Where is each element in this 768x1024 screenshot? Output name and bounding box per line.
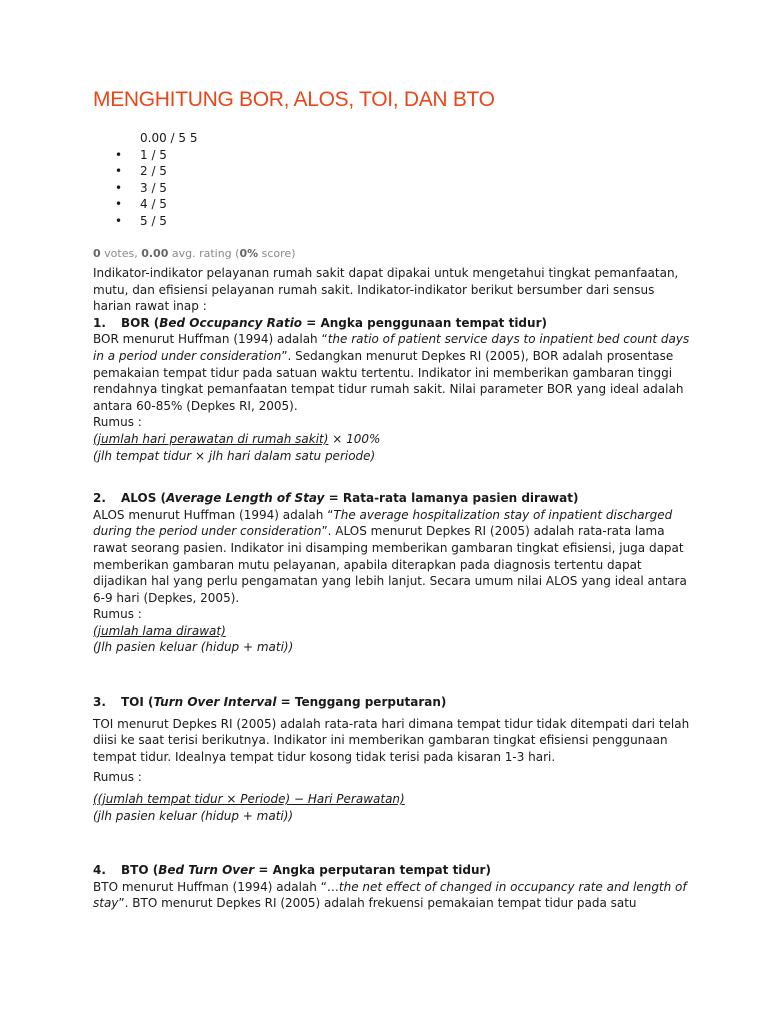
rating-options xyxy=(140,147,197,230)
section-rest: = Angka penggunaan tempat tidur) xyxy=(302,315,547,330)
section-term: Bed Turn Over xyxy=(158,863,255,878)
bor-paragraph xyxy=(93,331,693,414)
alos-formula-numerator xyxy=(93,623,693,640)
bto-text-a: BTO menurut Huffman (1994) adalah “… xyxy=(93,879,339,894)
avg-rating-label: avg. rating ( xyxy=(168,247,240,260)
score-label: score) xyxy=(258,247,296,260)
rating-option-2[interactable]: • 2 / 5 xyxy=(140,163,197,180)
section-abbr: BOR ( xyxy=(121,315,160,330)
bor-text-b: ”. Sedangkan menurut Depkes RI (2005), BOR adalah prosentase pemakaian tempat tidur pada satuan waktu tertentu. Indikator ini memberikan gambaran tinggi rendahnya tingkat pemanfaatan tempat tidur rumah sakit. Nilai parameter BOR yang ideal adalah antara 60-85% (Depkes RI, 2005). xyxy=(93,348,684,413)
alos-numerator: (jumlah lama dirawat) xyxy=(93,623,226,638)
section-term: Average Length of Stay xyxy=(166,491,325,506)
rating-option-3[interactable]: • 3 / 5 xyxy=(140,180,197,197)
bor-text-a: BOR menurut Huffman (1994) adalah “ xyxy=(93,332,328,347)
alos-rumus-label: Rumus : xyxy=(93,607,142,622)
alos-denominator: (Jlh pasien keluar (hidup + mati)) xyxy=(93,640,294,655)
toi-denominator: (jlh pasien keluar (hidup + mati)) xyxy=(93,808,294,823)
toi-rumus-label: Rumus : xyxy=(93,770,142,785)
section-number: 4. xyxy=(93,863,106,878)
rating-option-1[interactable]: • 1 / 5 xyxy=(140,147,197,164)
votes-label: votes, xyxy=(100,247,142,260)
rating-widget xyxy=(140,130,197,229)
bto-paragraph xyxy=(93,879,693,912)
section-rest: = Tenggang perputaran) xyxy=(276,695,447,710)
section-number: 3. xyxy=(93,695,106,710)
section-rest: = Angka perputaran tempat tidur) xyxy=(254,863,491,878)
section-abbr: BTO ( xyxy=(121,863,159,878)
bor-formula-numerator xyxy=(93,431,693,448)
alos-quote: The average hospitalization stay of inpatient discharged during the period under consideration xyxy=(93,507,673,539)
page-title: MENGHITUNG BOR, ALOS, TOI, DAN BTO xyxy=(93,88,495,111)
rating-option-4[interactable]: • 4 / 5 xyxy=(140,196,197,213)
alos-paragraph xyxy=(93,507,693,607)
bor-rumus-label: Rumus : xyxy=(93,415,142,430)
toi-paragraph: TOI menurut Depkes RI (2005) adalah rata-rata hari dimana tempat tidur tidak ditempati dari telah diisi ke saat terisi berikutnya. Indikator ini memberikan gambaran tingkat efisiensi penggunaan tempat tidur. Idealnya tempat tidur kosong tidak terisi pada kisaran 1-3 hari. xyxy=(93,716,690,764)
toi-numerator: ((jumlah tempat tidur × Periode) − Hari Perawatan) xyxy=(93,792,405,807)
bor-quote: the ratio of patient service days to inpatient bed count days in a period under consideration xyxy=(93,332,690,363)
section-term: Bed Occupancy Ratio xyxy=(159,315,303,330)
section-abbr: ALOS ( xyxy=(121,491,167,506)
alos-text-a: ALOS menurut Huffman (1994) adalah “ xyxy=(93,507,334,522)
section-number: 2. xyxy=(93,491,106,506)
alos-formula-denominator xyxy=(93,639,693,656)
rating-summary xyxy=(93,247,296,260)
avg-rating: 0.00 xyxy=(141,247,169,260)
bor-formula-denominator xyxy=(93,448,693,465)
section-heading-bto xyxy=(93,862,693,879)
rating-current: 0.00 / 5 5 xyxy=(140,131,198,145)
section-heading-alos xyxy=(93,490,693,507)
votes-count: 0 xyxy=(93,247,101,260)
bor-numerator: (jumlah hari perawatan di rumah sakit) xyxy=(93,431,329,446)
bto-text-b: ”. BTO menurut Depkes RI (2005) adalah frekuensi pemakaian tempat tidur pada satu xyxy=(118,896,637,911)
section-abbr: TOI ( xyxy=(121,695,154,710)
bor-numerator-suffix: × 100% xyxy=(328,431,381,446)
section-number: 1. xyxy=(93,315,106,330)
article-body xyxy=(93,265,693,912)
toi-formula-denominator xyxy=(93,808,693,825)
toi-formula-numerator xyxy=(93,791,693,808)
section-rest: = Rata-rata lamanya pasien dirawat) xyxy=(324,491,579,506)
bto-quote: the net effect of changed in occupancy rate and length of stay xyxy=(93,879,687,911)
rating-option-5[interactable]: • 5 / 5 xyxy=(140,213,197,230)
alos-text-b: ”. ALOS menurut Depkes RI (2005) adalah rata-rata lama rawat seorang pasien. Indikator ini disamping memberikan gambaran tingkat efisiensi, juga dapat memberikan gambaran mutu pelayanan, apabila diterapkan pada diagnosis tertentu dapat dijadikan hal yang perlu pengamatan yang lebih lanjut. Secara umum nilai ALOS yang ideal antara 6-9 hari (Depkes, 2005). xyxy=(93,524,687,605)
section-heading-toi xyxy=(93,694,693,711)
section-heading-bor xyxy=(93,315,693,332)
intro-paragraph: Indikator-indikator pelayanan rumah sakit dapat dipakai untuk mengetahui tingkat pemanfaatan, mutu, dan efisiensi pelayanan rumah sakit. Indikator-indikator berikut bersumber dari sensus harian rawat inap : xyxy=(93,266,679,314)
section-term: Turn Over Interval xyxy=(153,695,277,710)
score-percent: 0% xyxy=(239,247,259,260)
bor-denominator: (jlh tempat tidur × jlh hari dalam satu periode) xyxy=(93,448,376,463)
